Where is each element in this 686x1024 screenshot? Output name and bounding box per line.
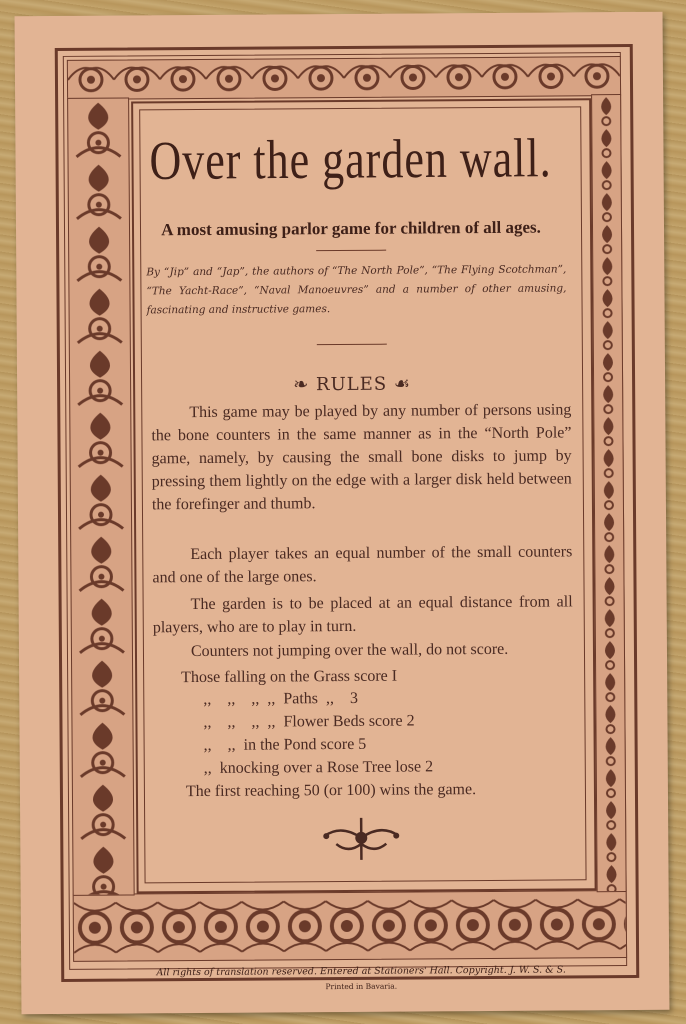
- right-ornament-column: [591, 94, 627, 892]
- copyright-footer: All rights of translation reserved. Entered at Stationers' Hall. Copyright. J. W. S. & S.: [156, 964, 566, 979]
- score-line-2: Those falling on the Grass score I: [181, 667, 398, 687]
- score-line-5: ,, ,, in the Pond score 5: [203, 735, 367, 754]
- score-line-3: ,, ,, ,, ,, Paths ,, 3: [203, 689, 359, 708]
- score-line-7: The first reaching 50 (or 100) wins the game.: [185, 781, 477, 801]
- rules-heading: [137, 372, 567, 396]
- game-rules-card: [15, 12, 670, 1014]
- fleuron-right-icon: ☙: [393, 373, 412, 395]
- rules-paragraph-1: This game may be played by any number of persons using the bone counters in the same manner as in the “North Pole” game, namely, by causing the small bone disks to jump by pressing them lightly on the edge with a larger disk held between the forefinger and thumb.: [151, 401, 572, 514]
- closing-fleuron-icon: [316, 814, 406, 865]
- score-line-6: ,, knocking over a Rose Tree lose 2: [203, 758, 434, 777]
- fleuron-left-icon: ❧: [293, 374, 317, 396]
- rules-heading-label: RULES: [315, 373, 388, 396]
- bottom-ornament-band: [73, 890, 627, 962]
- rules-paragraph-2: Each player takes an equal number of the small counters and one of the large ones.: [152, 543, 573, 587]
- rules-paragraph-3: The garden is to be placed at an equal distance from all players, who are to play in turn.: [152, 593, 573, 637]
- printed-in-note: Printed in Bavaria.: [325, 981, 398, 992]
- top-ornament-band: [67, 56, 621, 100]
- score-line-4: ,, ,, ,, ,, Flower Beds score 2: [203, 712, 415, 731]
- authors-credit: By “Jip” and “Jap”, the authors of “The North Pole”, “The Flying Scotchman”, “The Yacht-Race”, “Naval Manoeuvres” and a number of other amusing, fascinating and instructive games.: [146, 263, 567, 317]
- score-line-1: Counters not jumping over the wall, do not score.: [190, 640, 509, 661]
- left-ornament-column: [67, 97, 135, 895]
- page-title: Over the garden wall.: [149, 127, 552, 192]
- subtitle: A most amusing parlor game for children of all ages.: [161, 217, 541, 240]
